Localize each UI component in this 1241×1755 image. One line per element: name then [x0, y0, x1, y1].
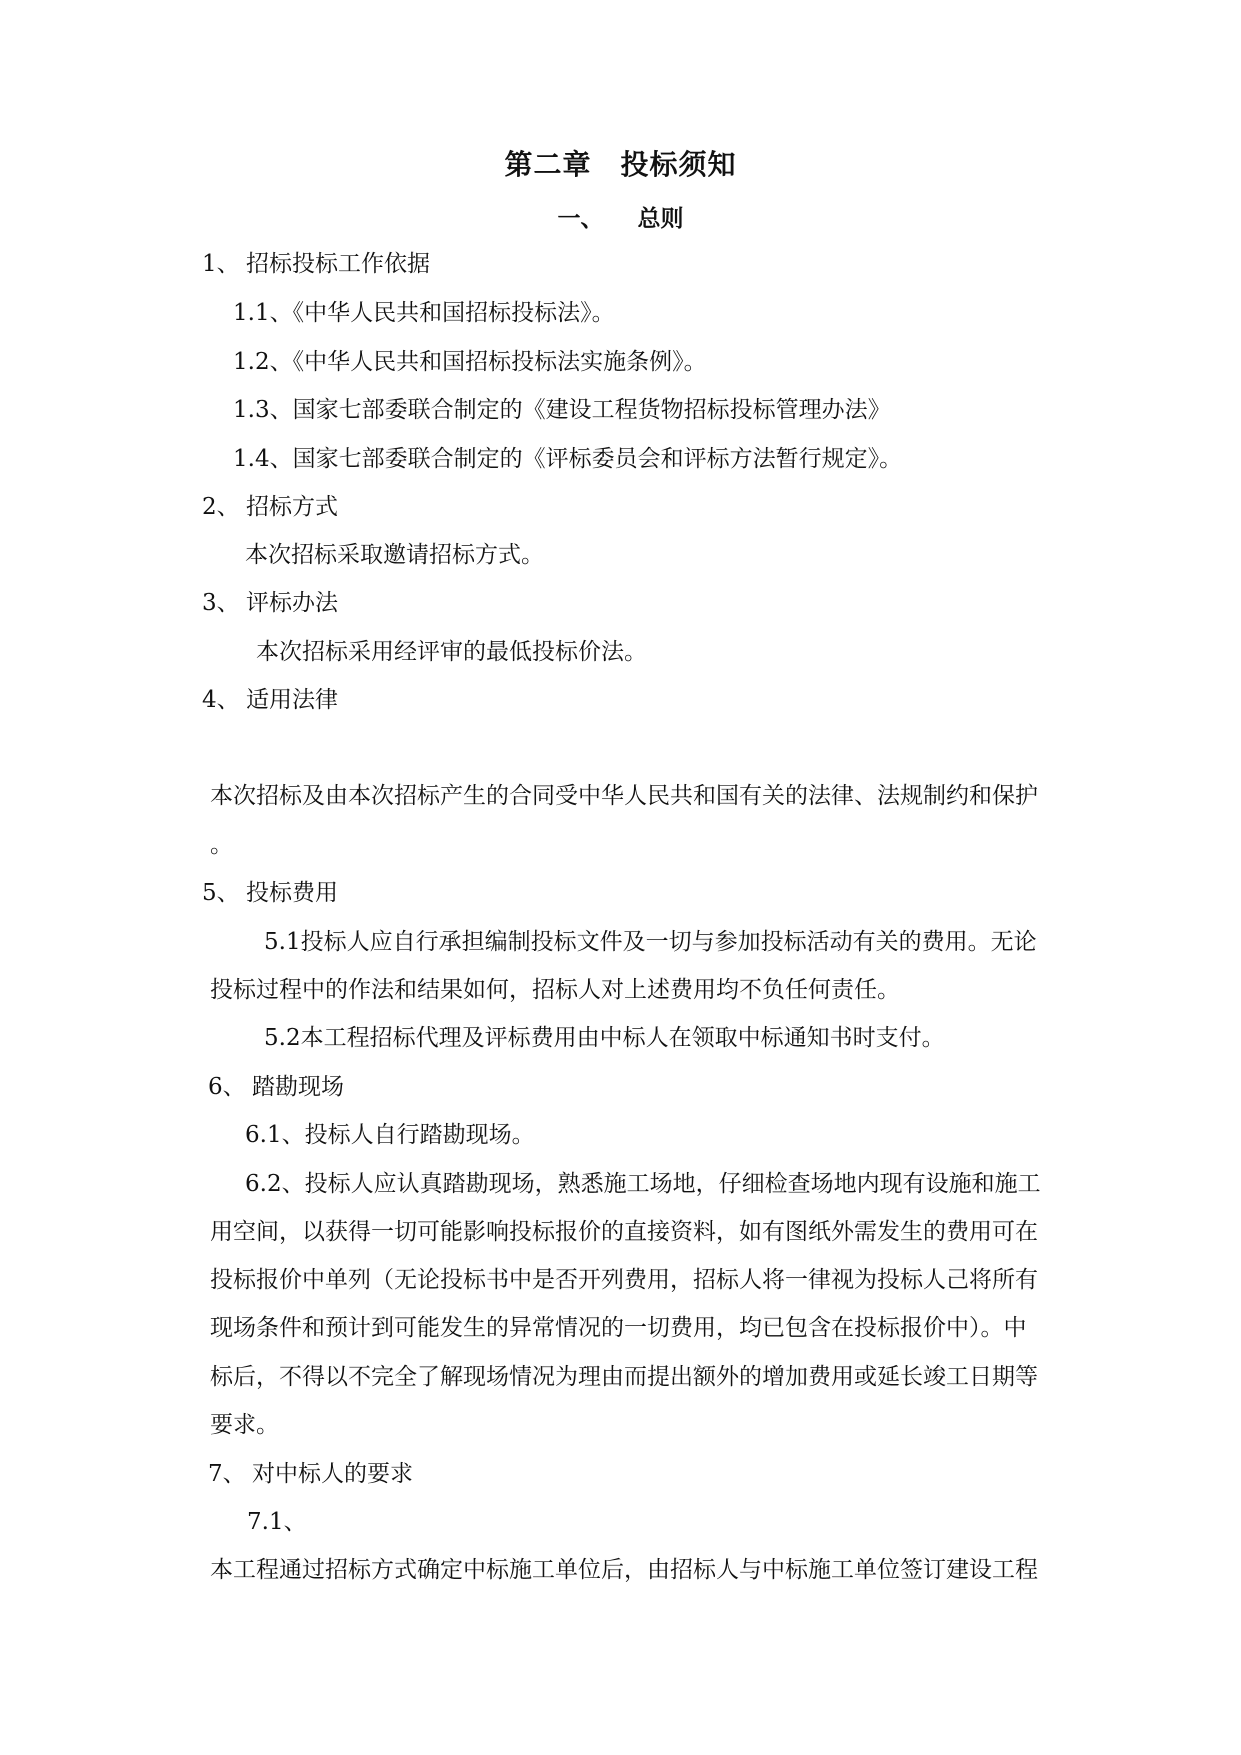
item-4-text-line-1: 本次招标及由本次招标产生的合同受中华人民共和国有关的法律、法规制约和保护 [210, 783, 1038, 809]
item-1-number: 1、 [202, 251, 240, 277]
item-1-title: 招标投标工作依据 [246, 251, 430, 277]
item-6-2-line-1: 6.2、投标人应认真踏勘现场，熟悉施工场地，仔细检查场地内现有设施和施工 [245, 1171, 1041, 1197]
item-6-2-line-4: 现场条件和预计到可能发生的异常情况的一切费用，均已包含在投标报价中）。中 [210, 1315, 1027, 1341]
item-7-1-text: 本工程通过招标方式确定中标施工单位后，由招标人与中标施工单位签订建设工程 [210, 1557, 1038, 1583]
item-3-number: 3、 [202, 590, 240, 616]
item-7-1-number: 7.1、 [247, 1509, 307, 1535]
chapter-title: 第二章 投标须知 [504, 148, 737, 181]
item-6-2-line-2: 用空间，以获得一切可能影响投标报价的直接资料，如有图纸外需发生的费用可在 [210, 1219, 1038, 1245]
item-4-heading [202, 685, 338, 715]
item-4-text-line-2: 。 [210, 832, 233, 858]
section-title [0, 200, 1241, 233]
item-5-number: 5、 [202, 880, 240, 906]
item-5-1-line-2: 投标过程中的作法和结果如何，招标人对上述费用均不负任何责任。 [210, 977, 900, 1003]
item-5-1-line-1: 5.1投标人应自行承担编制投标文件及一切与参加投标活动有关的费用。无论 [264, 929, 1037, 955]
item-6-2-line-6: 要求。 [210, 1412, 279, 1438]
item-6-heading [208, 1072, 344, 1102]
item-4-number: 4、 [202, 687, 240, 713]
item-2-number: 2、 [202, 494, 240, 520]
item-1-1: 1.1、《中华人民共和国招标投标法》。 [233, 300, 615, 326]
item-7-heading [208, 1459, 413, 1489]
item-1-4: 1.4、国家七部委联合制定的《评标委员会和评标方法暂行规定》。 [233, 446, 903, 472]
item-2-heading [202, 492, 338, 522]
item-4-title: 适用法律 [246, 687, 338, 713]
item-1-2: 1.2、《中华人民共和国招标投标法实施条例》。 [233, 349, 707, 375]
item-2-title: 招标方式 [246, 494, 338, 520]
item-6-2-line-3: 投标报价中单列（无论投标书中是否开列费用，招标人将一律视为投标人己将所有 [210, 1267, 1038, 1293]
item-1-3: 1.3、国家七部委联合制定的《建设工程货物招标投标管理办法》 [233, 397, 891, 423]
item-5-heading [202, 878, 338, 908]
item-5-title: 投标费用 [246, 880, 338, 906]
item-3-heading [202, 588, 338, 618]
item-6-title: 踏勘现场 [252, 1074, 344, 1100]
item-6-number: 6、 [208, 1074, 246, 1100]
item-7-title: 对中标人的要求 [252, 1461, 413, 1487]
item-2-text: 本次招标采取邀请招标方式。 [245, 542, 544, 568]
section-title-text: 总则 [637, 206, 684, 232]
item-1-heading [202, 249, 430, 279]
item-5-2: 5.2本工程招标代理及评标费用由中标人在领取中标通知书时支付。 [264, 1025, 945, 1051]
item-6-2-line-5: 标后，不得以不完全了解现场情况为理由而提出额外的增加费用或延长竣工日期等 [210, 1364, 1038, 1390]
item-3-text: 本次招标采用经评审的最低投标价法。 [256, 639, 647, 665]
section-number: 一、 [557, 206, 604, 232]
item-7-number: 7、 [208, 1461, 246, 1487]
item-3-title: 评标办法 [246, 590, 338, 616]
item-6-1: 6.1、投标人自行踏勘现场。 [245, 1122, 535, 1148]
